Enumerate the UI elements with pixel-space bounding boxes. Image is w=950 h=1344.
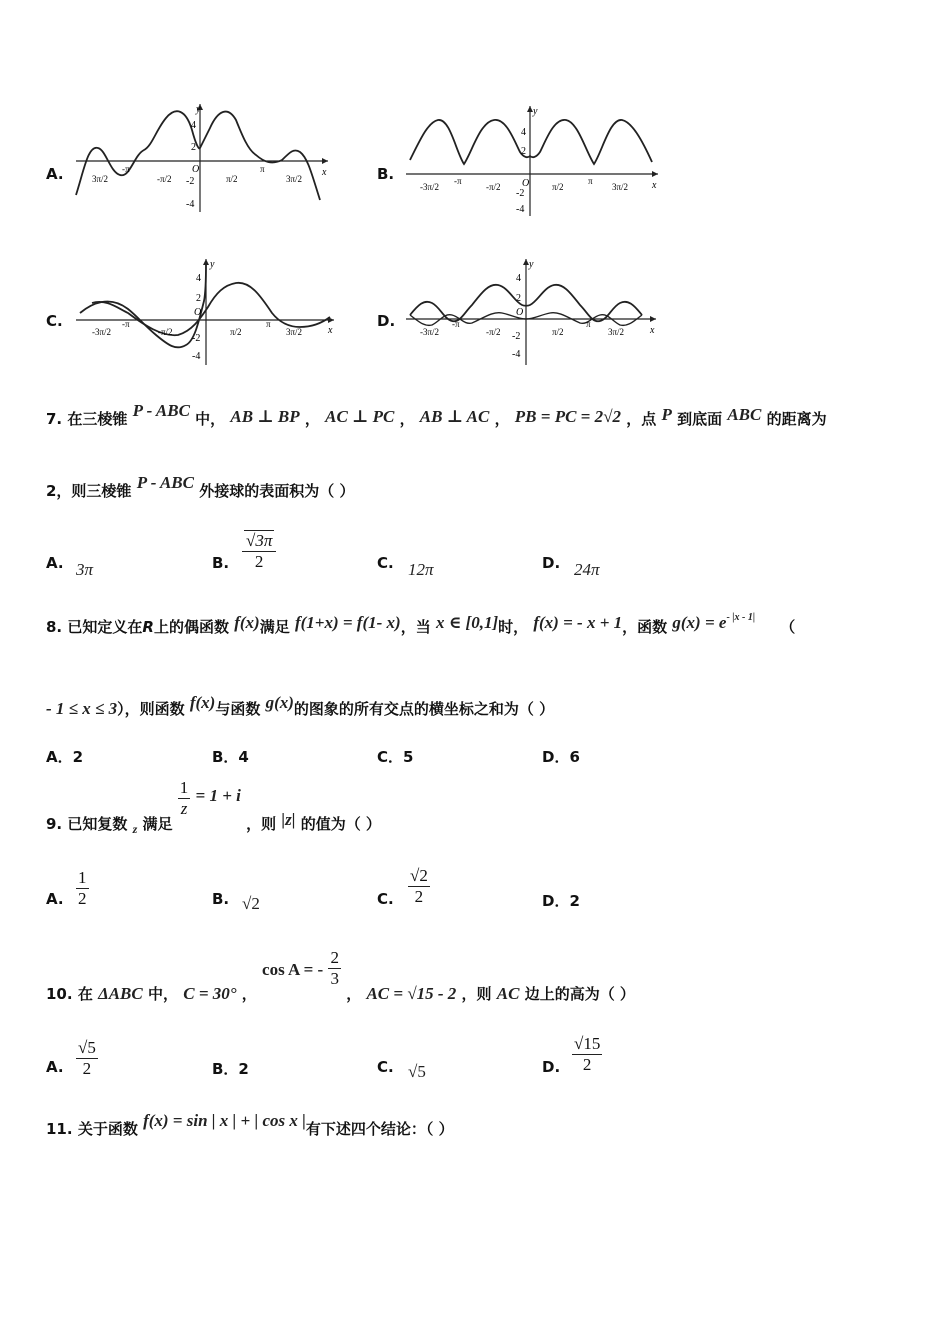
y-tick: 4 bbox=[516, 273, 521, 284]
math-fraction bbox=[178, 778, 191, 819]
denominator: 2 bbox=[242, 551, 276, 572]
x-tick: -3π/2 bbox=[92, 327, 112, 337]
math-ac: AC = √15 - 2 bbox=[366, 984, 457, 1003]
numerator: 2 bbox=[330, 948, 339, 967]
question-number: 7. bbox=[46, 410, 63, 428]
option-b[interactable]: B. bbox=[212, 554, 230, 572]
x-tick: -π bbox=[452, 319, 460, 329]
y-tick: 4 bbox=[196, 273, 201, 284]
y-tick: -2 bbox=[512, 331, 521, 342]
text: 有下述四个结论：（ ） bbox=[305, 1120, 454, 1138]
denominator: 2 bbox=[76, 1058, 98, 1079]
x-label: x bbox=[652, 180, 657, 191]
text: ，函数 bbox=[622, 618, 668, 636]
text: 的图象的所有交点的横坐标之和为（ ） bbox=[293, 700, 555, 718]
x-tick: π/2 bbox=[230, 327, 242, 337]
option-d[interactable]: D．6 bbox=[542, 748, 580, 766]
option-b-label: B. bbox=[377, 165, 395, 183]
text: ，则 bbox=[461, 985, 492, 1003]
graph-option-b bbox=[402, 100, 662, 220]
option-a[interactable]: A. bbox=[46, 1058, 64, 1076]
y-tick: -4 bbox=[186, 199, 195, 210]
option-c[interactable]: C. bbox=[377, 554, 394, 572]
y-tick: -4 bbox=[512, 349, 521, 360]
question-number: 11. bbox=[46, 1120, 73, 1138]
x-tick: 3π/2 bbox=[286, 174, 303, 184]
y-label: y bbox=[210, 259, 215, 270]
text: ，则 bbox=[246, 815, 277, 833]
text: 边上的高为（ ） bbox=[524, 985, 635, 1003]
x-label: x bbox=[328, 325, 333, 336]
question-8-line-1 bbox=[46, 612, 796, 637]
x-tick: π/2 bbox=[552, 182, 564, 192]
text: 中， bbox=[147, 985, 178, 1003]
text: 中， bbox=[195, 410, 226, 428]
y-label: y bbox=[533, 106, 538, 117]
text: 在三棱锥 bbox=[67, 410, 128, 428]
y-tick: 4 bbox=[191, 120, 196, 131]
text: 2，则三棱锥 bbox=[46, 482, 132, 500]
option-a-label: A. bbox=[46, 165, 64, 183]
x-arrow bbox=[322, 158, 328, 164]
numerator: √2 bbox=[410, 866, 428, 885]
x-tick: π bbox=[586, 319, 591, 329]
x-tick: 3π/2 bbox=[92, 174, 109, 184]
option-b[interactable]: B．2 bbox=[212, 1060, 249, 1078]
math-angle-c: C = 30° bbox=[183, 984, 237, 1003]
denominator: z bbox=[178, 798, 191, 819]
numerator: 1 bbox=[179, 778, 189, 797]
text: 关于函数 bbox=[77, 1120, 138, 1138]
math-fraction bbox=[328, 948, 341, 989]
x-tick: π/2 bbox=[226, 174, 238, 184]
option-b-fraction bbox=[242, 530, 276, 572]
text: ， bbox=[241, 985, 257, 1003]
numerator: 1 bbox=[78, 868, 87, 887]
graph-option-c bbox=[72, 255, 340, 370]
text: ， bbox=[346, 985, 362, 1003]
y-tick: -2 bbox=[192, 333, 201, 344]
option-a-fraction bbox=[76, 868, 89, 909]
y-tick: 2 bbox=[521, 146, 526, 157]
question-9 bbox=[46, 778, 381, 836]
option-a-fraction bbox=[76, 1038, 98, 1079]
y-label: y bbox=[529, 259, 534, 270]
math-symmetry: f(1+x) = f(1- x) bbox=[294, 613, 401, 632]
math-pyramid: P - ABC bbox=[136, 473, 194, 492]
question-number: 8. bbox=[46, 618, 63, 636]
math-function: f(x) = sin | x | + | cos x | bbox=[143, 1111, 306, 1130]
option-c-value: 12π bbox=[408, 560, 434, 579]
text: 时， bbox=[498, 618, 529, 636]
math-base: ABC bbox=[727, 405, 762, 424]
math-triangle: ΔABC bbox=[98, 984, 143, 1003]
y-tick: 4 bbox=[521, 127, 526, 138]
x-tick: -π/2 bbox=[486, 327, 501, 337]
origin-label: O bbox=[194, 307, 202, 318]
x-tick: π bbox=[588, 176, 593, 186]
text: 的距离为 bbox=[766, 410, 827, 428]
y-tick: -4 bbox=[516, 204, 525, 215]
origin-label: O bbox=[516, 307, 524, 318]
x-tick: π bbox=[260, 164, 265, 174]
x-tick: -π/2 bbox=[157, 174, 172, 184]
denominator: 2 bbox=[408, 886, 430, 907]
option-c[interactable]: C．5 bbox=[377, 748, 414, 766]
y-tick: 2 bbox=[196, 293, 201, 304]
graph-option-d bbox=[402, 255, 660, 370]
math-g-exponent: - |x - 1| bbox=[726, 612, 756, 623]
x-tick: π bbox=[266, 319, 271, 329]
text: 在 bbox=[77, 985, 93, 1003]
option-a-value: 3π bbox=[76, 560, 94, 579]
text: 已知复数 bbox=[67, 815, 128, 833]
numerator: √3π bbox=[246, 531, 273, 550]
x-tick: -π bbox=[122, 164, 130, 174]
option-b-value: √2 bbox=[242, 894, 260, 913]
math-z: z bbox=[132, 822, 138, 836]
x-tick: -3π/2 bbox=[420, 327, 440, 337]
graph-option-a bbox=[72, 100, 332, 215]
x-tick: -π bbox=[454, 176, 462, 186]
option-d[interactable]: D．2 bbox=[542, 892, 580, 910]
x-tick: 3π/2 bbox=[286, 327, 303, 337]
curve bbox=[76, 111, 320, 200]
x-tick: -π bbox=[122, 319, 130, 329]
text: ，当 bbox=[400, 618, 431, 636]
text: 上的偶函数 bbox=[153, 618, 229, 636]
y-tick: -2 bbox=[186, 176, 195, 187]
math-f: f(x) bbox=[189, 693, 216, 712]
x-label: x bbox=[650, 325, 655, 336]
math-pyramid: P - ABC bbox=[132, 401, 190, 420]
option-c[interactable]: C. bbox=[377, 1058, 394, 1076]
numerator: √15 bbox=[574, 1034, 601, 1053]
option-b[interactable]: B．4 bbox=[212, 748, 249, 766]
x-arrow bbox=[650, 316, 656, 322]
text: 到底面 bbox=[677, 410, 723, 428]
text: 满足 bbox=[142, 815, 173, 833]
option-d-value: 24π bbox=[574, 560, 600, 579]
curve bbox=[410, 120, 652, 164]
x-label: x bbox=[322, 167, 327, 178]
option-d[interactable]: D. bbox=[542, 554, 561, 572]
text: 满足 bbox=[259, 618, 290, 636]
denominator: 3 bbox=[330, 969, 339, 988]
x-tick: -3π/2 bbox=[420, 182, 440, 192]
question-7-options bbox=[46, 532, 906, 582]
x-tick: 3π/2 bbox=[612, 182, 629, 192]
math-range: - 1 ≤ x ≤ 3 bbox=[46, 699, 118, 718]
x-tick: 3π/2 bbox=[608, 327, 625, 337]
math-abs-z: |z| bbox=[281, 810, 296, 829]
text: 外接球的表面积为（ ） bbox=[199, 482, 355, 500]
option-d-label: D. bbox=[377, 312, 396, 330]
y-tick: 2 bbox=[516, 293, 521, 304]
math-point: P bbox=[661, 405, 672, 424]
math-condition: AC ⊥ PC bbox=[325, 407, 395, 426]
option-b[interactable]: B. bbox=[212, 890, 230, 908]
math-R: R bbox=[142, 618, 154, 636]
math-condition: AB ⊥ AC bbox=[419, 407, 490, 426]
option-a[interactable]: A．2 bbox=[46, 748, 84, 766]
text: （ bbox=[780, 618, 796, 636]
math-condition: AB ⊥ BP bbox=[230, 407, 300, 426]
option-d[interactable]: D. bbox=[542, 1058, 561, 1076]
denominator: 2 bbox=[572, 1054, 602, 1075]
math-g: g(x) = e bbox=[672, 613, 727, 632]
x-tick: π/2 bbox=[552, 327, 564, 337]
option-a[interactable]: A. bbox=[46, 554, 64, 572]
y-tick: 2 bbox=[191, 142, 196, 153]
question-11 bbox=[46, 1111, 454, 1139]
question-7-line-1: 7. 在三棱锥 P - ABC 中， AB ⊥ BP ， AC ⊥ PC ， AB ⊥ AC ， PB = PC = 2√2 ，点 P 到底面 ABC 的距离为 bbox=[46, 401, 827, 428]
denominator: 2 bbox=[78, 889, 87, 908]
y-tick: -4 bbox=[192, 351, 201, 362]
option-c-label: C. bbox=[46, 312, 63, 330]
x-tick: -π/2 bbox=[158, 327, 173, 337]
origin-label: O bbox=[192, 164, 200, 175]
math-cos: cos A = - bbox=[262, 960, 324, 979]
question-10-options bbox=[46, 1034, 906, 1084]
math-rhs: = 1 + i bbox=[195, 786, 241, 805]
option-a[interactable]: A. bbox=[46, 890, 64, 908]
y-tick: -2 bbox=[516, 188, 525, 199]
option-c[interactable]: C. bbox=[377, 890, 394, 908]
origin-label: O bbox=[522, 178, 530, 189]
x-tick: -π/2 bbox=[486, 182, 501, 192]
question-7-line-2 bbox=[46, 473, 355, 501]
math-g: g(x) bbox=[265, 693, 294, 712]
option-d-fraction bbox=[572, 1034, 602, 1075]
option-c-fraction bbox=[408, 866, 430, 907]
math-domain: x ∈ [0,1] bbox=[435, 613, 499, 632]
question-number: 9. bbox=[46, 815, 63, 833]
text: 的值为（ ） bbox=[300, 815, 381, 833]
text: ），则函数 bbox=[117, 700, 185, 718]
question-8-options bbox=[46, 746, 906, 768]
math-condition: PB = PC = 2√2 bbox=[514, 407, 621, 426]
y-label: y bbox=[196, 104, 201, 115]
question-number: 10. bbox=[46, 985, 73, 1003]
numerator: √5 bbox=[78, 1038, 96, 1057]
text: ，点 bbox=[626, 410, 657, 428]
math-ac-label: AC bbox=[496, 984, 520, 1003]
x-arrow bbox=[652, 171, 658, 177]
text: 与函数 bbox=[215, 700, 261, 718]
math-definition: f(x) = - x + 1 bbox=[533, 613, 623, 632]
text: 已知定义在 bbox=[67, 618, 143, 636]
math-f: f(x) bbox=[234, 613, 260, 632]
option-c-value: √5 bbox=[408, 1062, 426, 1081]
question-10 bbox=[46, 948, 635, 1003]
question-8-line-2 bbox=[46, 693, 555, 719]
question-9-options bbox=[46, 866, 906, 916]
